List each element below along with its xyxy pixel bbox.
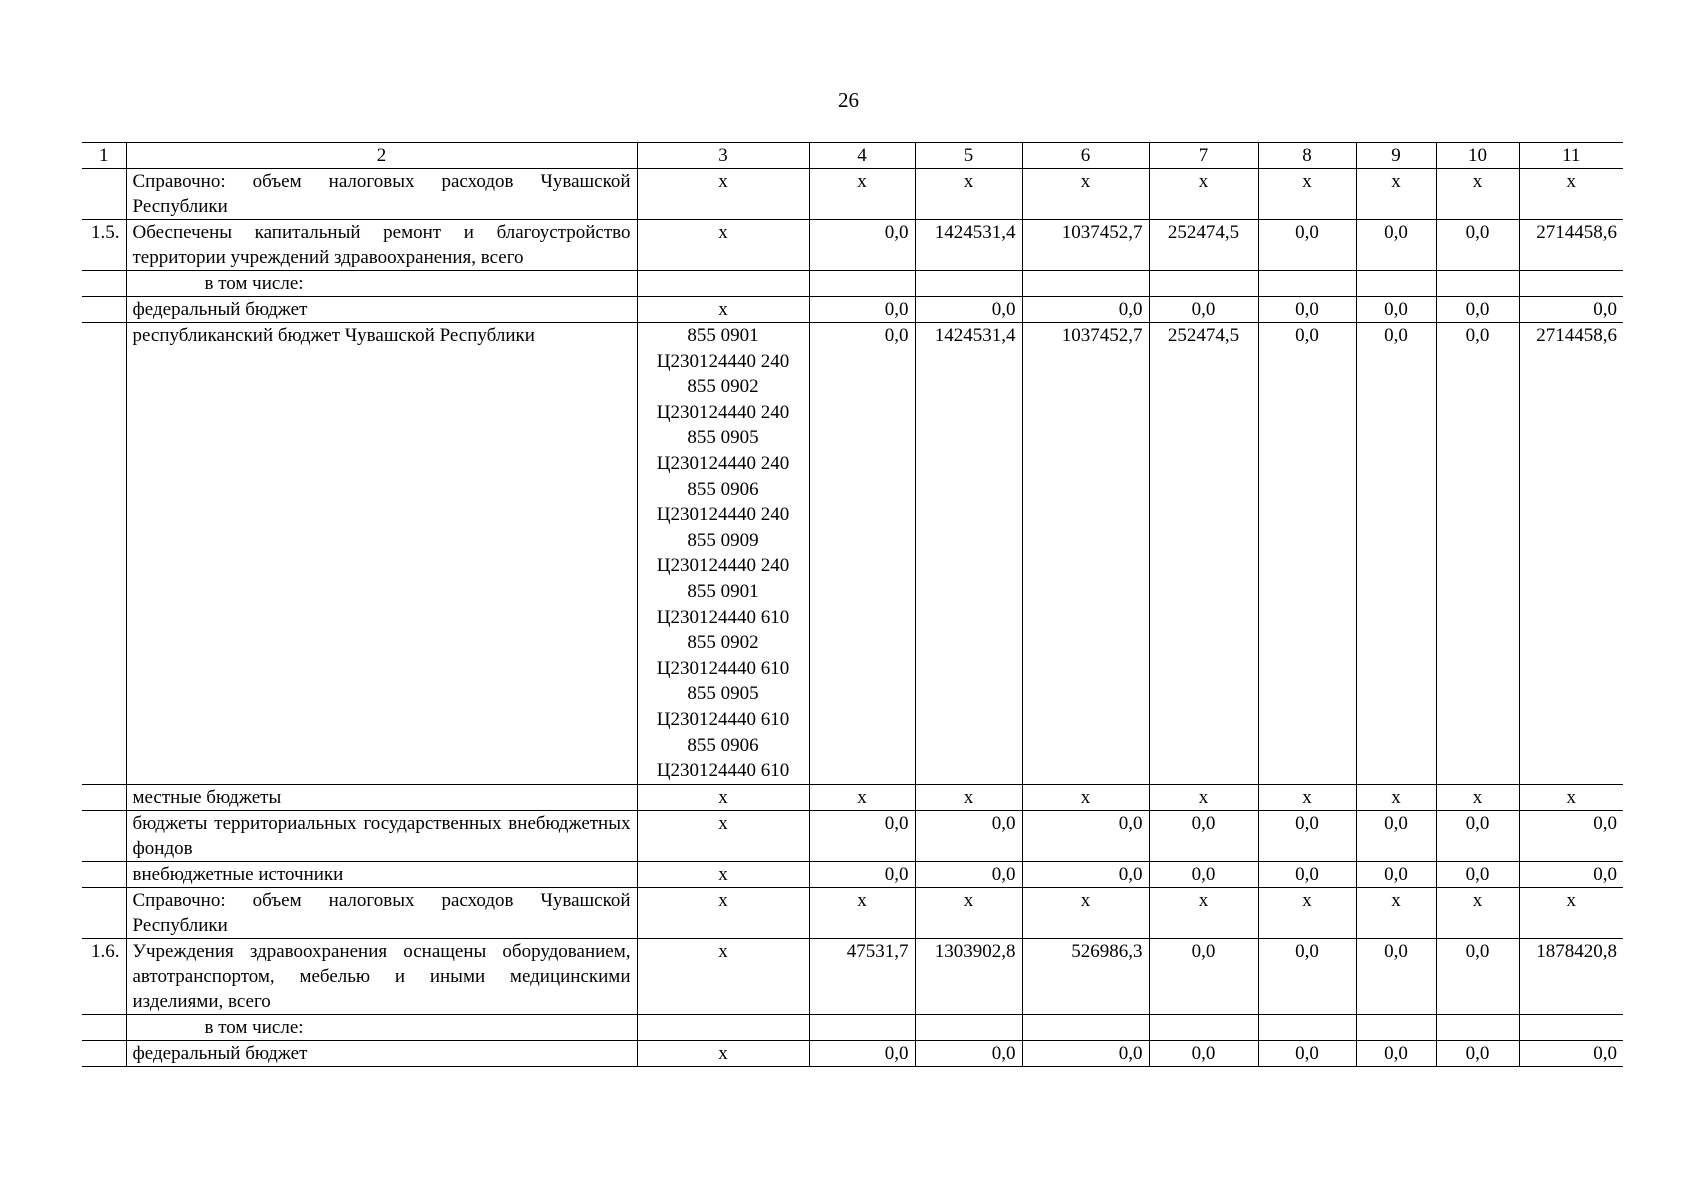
value-cell-col-5: 0,0 (915, 1040, 1022, 1066)
value-cell-col-11: x (1519, 784, 1623, 810)
row-name-cell: бюджеты территориальных государственных внебюджетных фондов (126, 810, 637, 861)
value-cell-col-9: 0,0 (1356, 938, 1436, 1014)
value-cell-col-8: 0,0 (1258, 297, 1356, 323)
value-cell-col-5: 1424531,4 (915, 323, 1022, 785)
value-cell-col-4 (809, 1014, 915, 1040)
row-number-cell (82, 861, 126, 887)
value-cell-col-7: x (1149, 887, 1258, 938)
budget-code-line: 855 0901 (687, 325, 759, 346)
value-cell-col-6 (1022, 271, 1149, 297)
value-cell-col-9: 0,0 (1356, 297, 1436, 323)
table-row (82, 323, 1623, 785)
value-cell-col-10: 0,0 (1436, 1040, 1519, 1066)
value-cell-col-8: 0,0 (1258, 1040, 1356, 1066)
budget-code-line: Ц230124440 240 (656, 350, 790, 372)
budget-code-line: 855 0905 (687, 427, 759, 449)
value-cell-col-10 (1436, 271, 1519, 297)
table-row (82, 297, 1623, 323)
value-cell-col-6: 1037452,7 (1022, 220, 1149, 271)
value-cell-col-8: 0,0 (1258, 220, 1356, 271)
value-cell-col-8: 0,0 (1258, 861, 1356, 887)
column-number-1: 1 (82, 143, 126, 169)
budget-code-line: 855 0906 (687, 734, 759, 756)
budget-code-line: 855 0905 (687, 683, 759, 705)
budget-code-line: 855 0902 (687, 376, 759, 398)
value-cell-col-7: x (1149, 169, 1258, 220)
table-row (82, 861, 1623, 887)
value-cell-col-5: 1303902,8 (915, 938, 1022, 1014)
table-row (82, 810, 1623, 861)
column-number-6: 6 (1022, 143, 1149, 169)
value-cell-col-4 (809, 271, 915, 297)
column-number-5: 5 (915, 143, 1022, 169)
value-cell-col-9: 0,0 (1356, 220, 1436, 271)
column-number-7: 7 (1149, 143, 1258, 169)
value-cell-col-10: x (1436, 887, 1519, 938)
table-row (82, 271, 1623, 297)
value-cell-col-5: 0,0 (915, 297, 1022, 323)
value-cell-col-7 (1149, 271, 1258, 297)
value-cell-col-9 (1356, 1014, 1436, 1040)
value-cell-col-4: 0,0 (809, 297, 915, 323)
value-cell-col-10: 0,0 (1436, 861, 1519, 887)
value-cell-col-9: x (1356, 169, 1436, 220)
row-number-cell (82, 169, 126, 220)
value-cell-col-7: 0,0 (1149, 938, 1258, 1014)
value-cell-col-6: x (1022, 887, 1149, 938)
budget-code-cell: x (637, 810, 809, 861)
value-cell-col-4: 0,0 (809, 810, 915, 861)
column-number-11: 11 (1519, 143, 1623, 169)
value-cell-col-8: x (1258, 784, 1356, 810)
value-cell-col-7: x (1149, 784, 1258, 810)
column-number-8: 8 (1258, 143, 1356, 169)
budget-code-cell: x (637, 297, 809, 323)
value-cell-col-6: 526986,3 (1022, 938, 1149, 1014)
value-cell-col-4: 0,0 (809, 220, 915, 271)
row-name-cell: в том числе: (126, 271, 637, 297)
budget-code-line: Ц230124440 610 (656, 657, 790, 679)
value-cell-col-4: x (809, 887, 915, 938)
row-number-cell (82, 271, 126, 297)
column-number-4: 4 (809, 143, 915, 169)
value-cell-col-6: 1037452,7 (1022, 323, 1149, 785)
value-cell-col-5: 1424531,4 (915, 220, 1022, 271)
row-name-cell: местные бюджеты (126, 784, 637, 810)
budget-table (82, 142, 1623, 1067)
value-cell-col-6: 0,0 (1022, 297, 1149, 323)
value-cell-col-9: 0,0 (1356, 861, 1436, 887)
value-cell-col-6: x (1022, 784, 1149, 810)
value-cell-col-9: 0,0 (1356, 810, 1436, 861)
value-cell-col-11 (1519, 271, 1623, 297)
value-cell-col-6: 0,0 (1022, 861, 1149, 887)
value-cell-col-7: 0,0 (1149, 861, 1258, 887)
value-cell-col-9: x (1356, 784, 1436, 810)
value-cell-col-8: 0,0 (1258, 323, 1356, 785)
budget-code-cell: x (637, 938, 809, 1014)
row-name-cell: федеральный бюджет (126, 1040, 637, 1066)
column-number-3: 3 (637, 143, 809, 169)
table-row (82, 1014, 1623, 1040)
budget-code-cell: x (637, 887, 809, 938)
value-cell-col-9: x (1356, 887, 1436, 938)
value-cell-col-11: x (1519, 887, 1623, 938)
value-cell-col-6: 0,0 (1022, 810, 1149, 861)
row-number-cell (82, 323, 126, 785)
row-name-cell: федеральный бюджет (126, 297, 637, 323)
budget-code-cell (637, 323, 809, 785)
row-number-cell (82, 784, 126, 810)
value-cell-col-5: x (915, 169, 1022, 220)
budget-code-line: Ц230124440 610 (656, 708, 790, 730)
value-cell-col-11: 2714458,6 (1519, 220, 1623, 271)
value-cell-col-8 (1258, 271, 1356, 297)
row-number-cell (82, 297, 126, 323)
column-number-row (82, 143, 1623, 169)
row-number-cell: 1.6. (82, 938, 126, 1014)
value-cell-col-10: x (1436, 784, 1519, 810)
table-row (82, 1040, 1623, 1066)
budget-code-cell: x (637, 1040, 809, 1066)
value-cell-col-10: 0,0 (1436, 938, 1519, 1014)
value-cell-col-5: x (915, 887, 1022, 938)
budget-code-cell: x (637, 784, 809, 810)
row-number-cell: 1.5. (82, 220, 126, 271)
value-cell-col-4: 0,0 (809, 1040, 915, 1066)
budget-code-line: 855 0906 (687, 478, 759, 500)
value-cell-col-10: 0,0 (1436, 297, 1519, 323)
value-cell-col-7: 0,0 (1149, 1040, 1258, 1066)
budget-code-cell: x (637, 220, 809, 271)
budget-code-line: Ц230124440 610 (656, 606, 790, 628)
value-cell-col-10: 0,0 (1436, 220, 1519, 271)
value-cell-col-9: 0,0 (1356, 1040, 1436, 1066)
budget-code-cell (637, 271, 809, 297)
value-cell-col-10: x (1436, 169, 1519, 220)
value-cell-col-8: 0,0 (1258, 810, 1356, 861)
budget-code-line: 855 0901 (687, 580, 759, 602)
value-cell-col-7 (1149, 1014, 1258, 1040)
value-cell-col-8: x (1258, 887, 1356, 938)
value-cell-col-10 (1436, 1014, 1519, 1040)
value-cell-col-11: 0,0 (1519, 810, 1623, 861)
value-cell-col-11: x (1519, 169, 1623, 220)
column-number-2: 2 (126, 143, 637, 169)
value-cell-col-6 (1022, 1014, 1149, 1040)
table-row (82, 938, 1623, 1014)
row-number-cell (82, 887, 126, 938)
value-cell-col-11: 1878420,8 (1519, 938, 1623, 1014)
value-cell-col-4: x (809, 784, 915, 810)
value-cell-col-5: x (915, 784, 1022, 810)
row-number-cell (82, 810, 126, 861)
budget-code-line: 855 0902 (687, 632, 759, 654)
value-cell-col-10: 0,0 (1436, 323, 1519, 785)
budget-code-cell: x (637, 861, 809, 887)
table-row (82, 169, 1623, 220)
value-cell-col-6: 0,0 (1022, 1040, 1149, 1066)
budget-code-line: Ц230124440 240 (656, 452, 790, 474)
row-name-cell: внебюджетные источники (126, 861, 637, 887)
budget-code-line: 855 0909 (687, 529, 759, 551)
value-cell-col-5 (915, 271, 1022, 297)
value-cell-col-7: 252474,5 (1149, 323, 1258, 785)
value-cell-col-8: x (1258, 169, 1356, 220)
budget-code-line: Ц230124440 240 (656, 504, 790, 526)
column-number-9: 9 (1356, 143, 1436, 169)
budget-code-line: Ц230124440 610 (656, 760, 790, 782)
value-cell-col-4: 0,0 (809, 861, 915, 887)
value-cell-col-8 (1258, 1014, 1356, 1040)
value-cell-col-11: 0,0 (1519, 297, 1623, 323)
value-cell-col-9 (1356, 271, 1436, 297)
value-cell-col-4: x (809, 169, 915, 220)
value-cell-col-7: 252474,5 (1149, 220, 1258, 271)
value-cell-col-4: 0,0 (809, 323, 915, 785)
budget-code-cell: x (637, 169, 809, 220)
value-cell-col-10: 0,0 (1436, 810, 1519, 861)
value-cell-col-11: 0,0 (1519, 861, 1623, 887)
row-number-cell (82, 1040, 126, 1066)
budget-code-line: Ц230124440 240 (656, 555, 790, 577)
table-row (82, 220, 1623, 271)
value-cell-col-11: 0,0 (1519, 1040, 1623, 1066)
column-number-10: 10 (1436, 143, 1519, 169)
row-number-cell (82, 1014, 126, 1040)
page-number: 26 (838, 88, 859, 112)
value-cell-col-11: 2714458,6 (1519, 323, 1623, 785)
row-name-cell: Учреждения здравоохранения оснащены оборудованием, автотранспортом, мебелью и иными медицинскими изделиями, всего (126, 938, 637, 1014)
value-cell-col-4: 47531,7 (809, 938, 915, 1014)
value-cell-col-7: 0,0 (1149, 297, 1258, 323)
row-name-cell: республиканский бюджет Чувашской Республики (126, 323, 637, 785)
value-cell-col-5 (915, 1014, 1022, 1040)
value-cell-col-6: x (1022, 169, 1149, 220)
row-name-cell: Справочно: объем налоговых расходов Чувашской Республики (126, 169, 637, 220)
row-name-cell: Обеспечены капитальный ремонт и благоустройство территории учреждений здравоохранения, всего (126, 220, 637, 271)
value-cell-col-8: 0,0 (1258, 938, 1356, 1014)
value-cell-col-9: 0,0 (1356, 323, 1436, 785)
table-row (82, 887, 1623, 938)
budget-code-line: Ц230124440 240 (656, 401, 790, 423)
table-row (82, 784, 1623, 810)
value-cell-col-5: 0,0 (915, 810, 1022, 861)
row-name-cell: в том числе: (126, 1014, 637, 1040)
budget-code-cell (637, 1014, 809, 1040)
value-cell-col-11 (1519, 1014, 1623, 1040)
value-cell-col-5: 0,0 (915, 861, 1022, 887)
value-cell-col-7: 0,0 (1149, 810, 1258, 861)
row-name-cell: Справочно: объем налоговых расходов Чувашской Республики (126, 887, 637, 938)
